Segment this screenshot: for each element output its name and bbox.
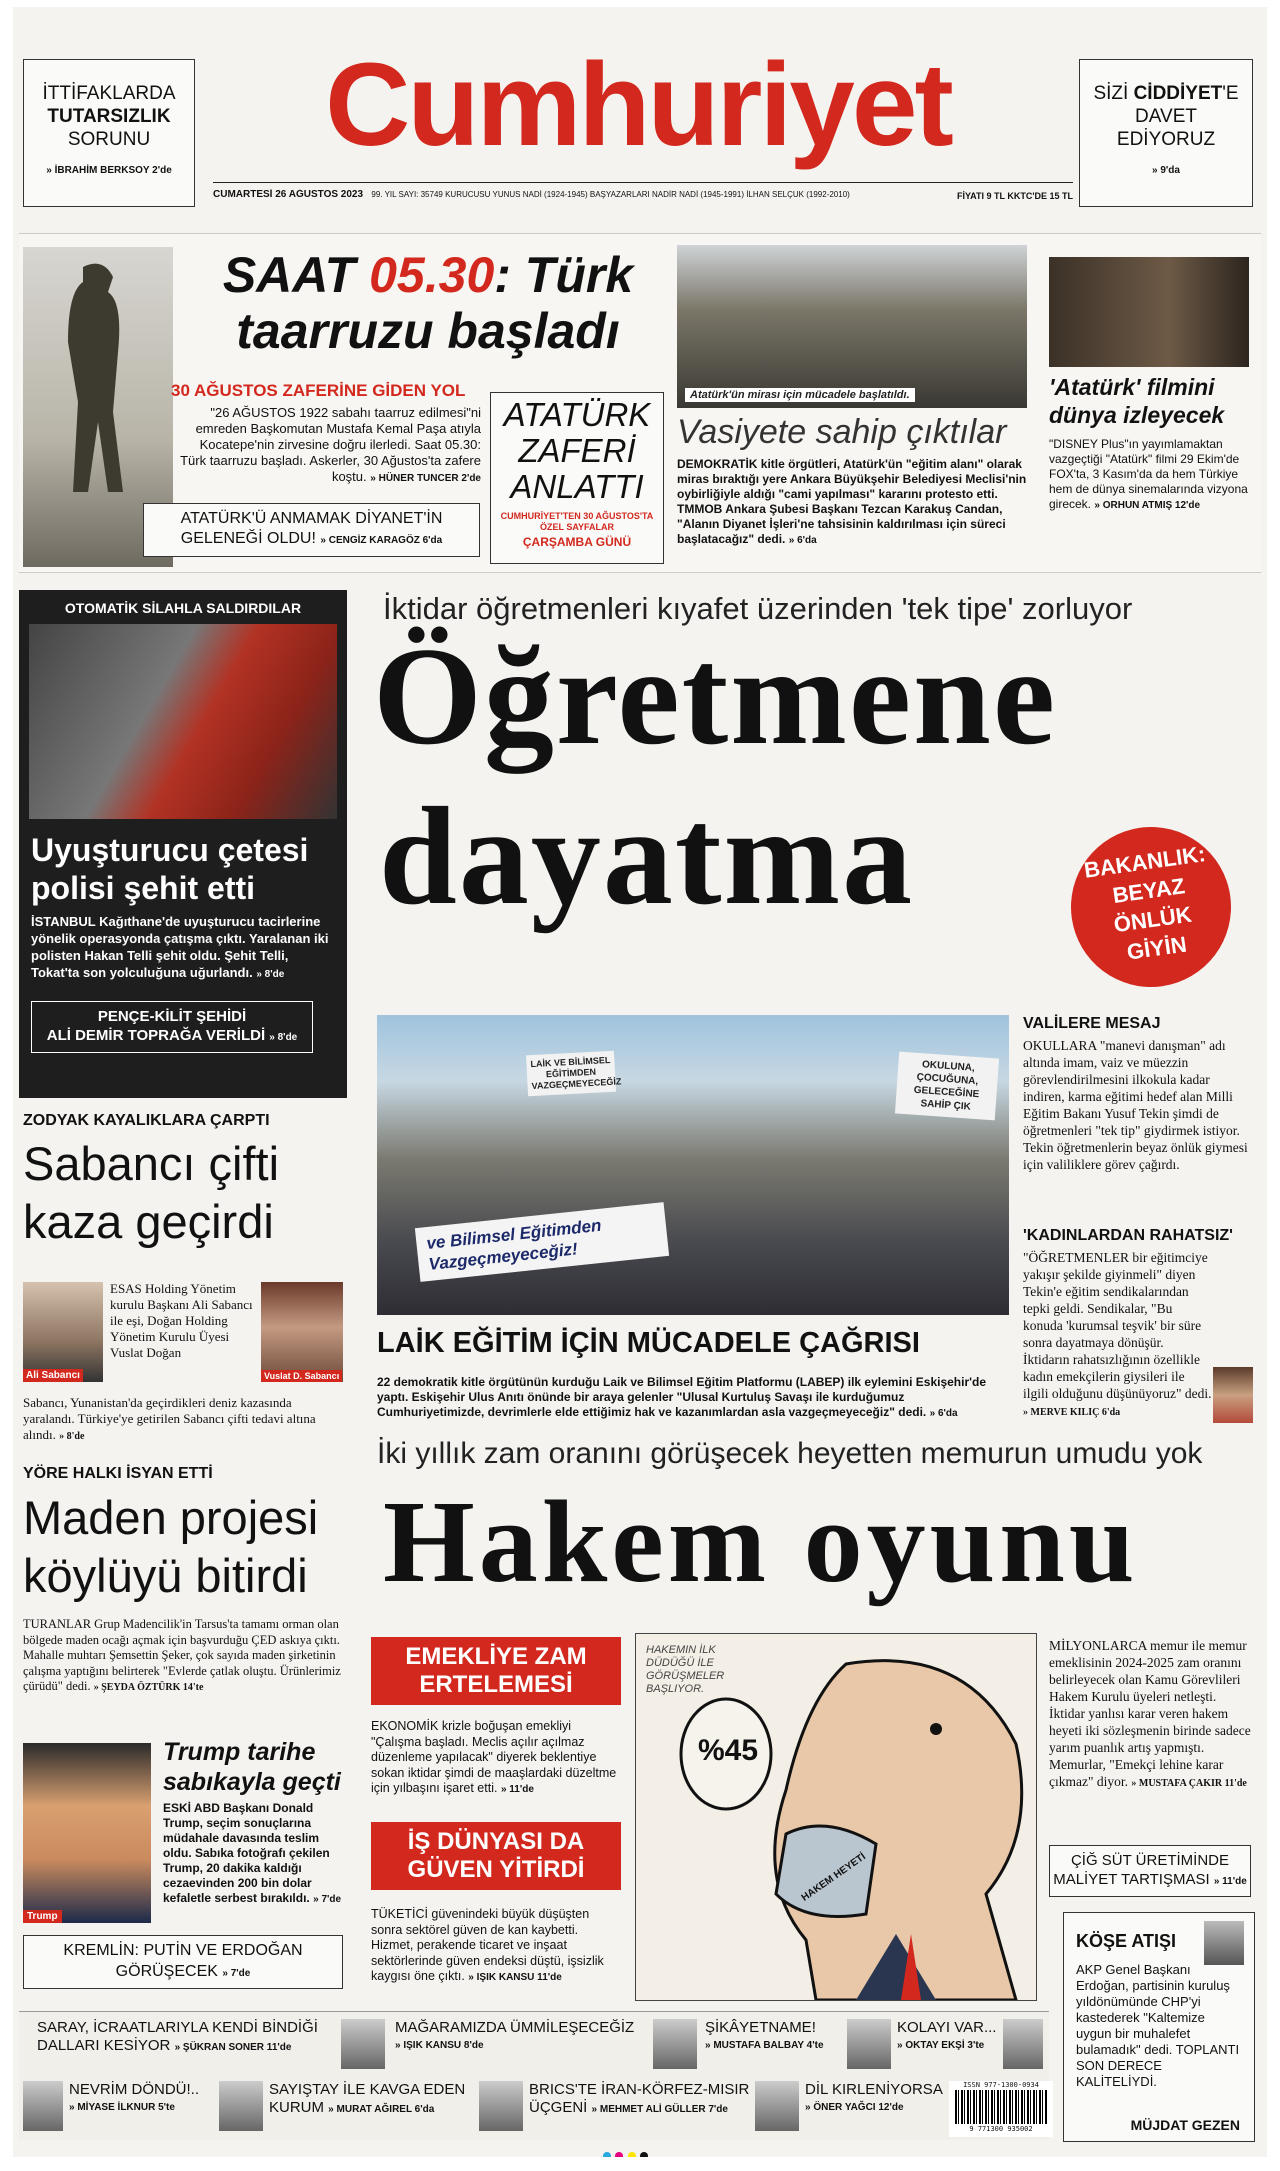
barcode-number: 9 771300 935002 (969, 2125, 1033, 2133)
sabanci-kicker: ZODYAK KAYALIKLARA ÇARPTI (23, 1112, 270, 1129)
footer-row-1 (23, 2019, 1043, 2073)
kremlin-box[interactable]: KREMLİN: PUTİN VE ERDOĞAN GÖRÜŞECEK » 7'de (23, 1935, 343, 1989)
is-dunyasi-title: İŞ DÜNYASI DA GÜVEN YİTİRDİ (371, 1822, 621, 1890)
cap-ali: Ali Sabancı (23, 1369, 83, 1382)
ali-sabanci-photo (23, 1282, 103, 1382)
footer-item-eksi[interactable]: KOLAYI VAR... » OKTAY EKŞİ 3'te (897, 2019, 997, 2051)
barcode (949, 2081, 1053, 2137)
film-still-photo (1049, 257, 1249, 367)
main-kicker: İktidar öğretmenleri kıyafet üzerinden 'tek tipe' zorluyor (383, 591, 1133, 626)
hakem-kicker: İki yıllık zam oranını görüşecek heyetten memurun umudu yok (377, 1437, 1203, 1470)
kadin-kicker: 'KADINLARDAN RAHATSIZ' (1023, 1227, 1233, 1244)
is-dunyasi-body: TÜKETİCİ güvenindeki büyük düşüşten sonra sektörel güven de kan kaybetti. Hizmet, perakende ticaret ve inşaat sektörlerinde güven endeksi düştü, işsizlik kaygısı öne çıktı. » IŞIK KANSU 11'de (371, 1907, 604, 1983)
pence-box[interactable]: PENÇE-KİLİT ŞEHİDİ ALİ DEMİR TOPRAĞA VERİLDİ » 8'de (31, 1001, 313, 1053)
trump-body: ESKİ ABD Başkanı Donald Trump, seçim sonuçlarına müdahale davasında teslim oldu. Sabıka fotoğrafı çekilen Trump, 20 dakika kaldığı cezaevinden 200 bin dolar kefaletle serbest bırakıldı. » 7'de (163, 1801, 342, 1905)
footer-photo-guller (479, 2081, 523, 2131)
labep-protest-photo (377, 1015, 1009, 1315)
vasiyet-protest-photo (677, 245, 1027, 408)
masthead-price: FİYATI 9 TL KKTC'DE 15 TL (957, 191, 1073, 201)
color-registration-dots (603, 2147, 683, 2157)
laik-title: LAİK EĞİTİM İÇİN MÜCADELE ÇAĞRISI (377, 1327, 920, 1359)
film-body: "DISNEY Plus"ın yayımlamaktan vazgeçtiği "Atatürk" filmi 29 Ekim'de FOX'ta, 3 Kasım'da da hem Türkiye hem de dünya sinemalarında vizyona girecek. » ORHUN ATMIŞ 12'de (1049, 437, 1248, 511)
cartoon-can-label: HAKEM HEYETİ (799, 1851, 868, 1904)
right-box-line3: EDİYORUZ (1116, 129, 1216, 150)
footer-row-2 (23, 2081, 1043, 2137)
vasiyet-body: DEMOKRATİK kitle örgütleri, Atatürk'ün "eğitim alanı" olarak miras bıraktığı yere Ankara Büyükşehir Belediyesi Meclisi'nin oybirliğiyle aldığı "cami yapılması" kararını protesto etti. TMMOB Ankara Şubesi Başkanı Tezcan Karakuş Candan, "Alanın Diyanet İşleri'ne tahsisinin kaldırılması için süreci başlatacağız" dedi. » 6'da (677, 457, 1027, 546)
attack-kicker: OTOMATİK SİLAHLA SALDIRDILAR (64, 600, 302, 616)
vasiyet-photo-caption: Atatürk'ün mirası için mücadele başlatıldı. (685, 388, 915, 402)
attack-title: Uyuşturucu çetesi polisi şehit etti (31, 832, 309, 906)
footer-item-yagci[interactable]: DİL KIRLENİYORSA » ÖNER YAĞCI 12'de (805, 2081, 943, 2113)
protest-sign-1: LAİK VE BİLİMSEL EĞİTİMDEN VAZGEÇMEYECEĞİZ (526, 1051, 616, 1097)
footer-photo-ilknur (23, 2081, 63, 2131)
hakem-headline: Hakem oyunu (383, 1476, 1139, 1607)
maden-title: Maden projesi köylüyü bitirdi (23, 1491, 319, 1602)
funeral-flag-photo (29, 624, 337, 819)
maden-kicker: YÖRE HALKI İSYAN ETTİ (23, 1465, 213, 1482)
sabanci-body-a: ESAS Holding Yönetim kurulu Başkanı Ali Sabancı ile eşi, Doğan Holding Yönetim Kurulu Üyesi Vuslat Doğan (110, 1281, 253, 1360)
zafer-box[interactable]: ATATÜRK ZAFERİ ANLATTI CUMHURİYET'TEN 30 AĞUSTOS'TA ÖZEL SAYFALAR ÇARŞAMBA GÜNÜ (490, 392, 664, 564)
cartoon-label: %45 (698, 1734, 759, 1767)
right-box-line2: DAVET (1135, 106, 1197, 127)
band-headline: SAAT 05.30: Türk taarruzu başladı (222, 247, 634, 359)
footer-item-kansu[interactable]: MAĞARAMIZDA ÜMMİLEŞECEĞİZ » IŞIK KANSU 8'de (395, 2019, 635, 2051)
cartoon-caption: HAKEMIN İLK DÜDÜĞÜ İLE GÖRÜŞMELER BAŞLIYOR. (646, 1644, 725, 1695)
footer-item-agirel[interactable]: SAYIŞTAY İLE KAVGA EDEN KURUM » MURAT AĞIREL 6'da (269, 2081, 466, 2116)
maden-body: TURANLAR Grup Madencilik'in Tarsus'ta tamamı orman olan bölgede maden ocağı açmak için başvurduğu ÇED askıya çıktı. Mahalle muhtarı Şemsettin Şeker, çok sayıda maden şirketinin çalışma yaptığını belirterek "Evlerde çatlak oluştu. Ürünlerimiz çürüdü" dedi. » ŞEYDA ÖZTÜRK 14'te (23, 1617, 341, 1693)
left-box-line1: İTTİFAKLARDA (42, 83, 176, 104)
trump-mugshot-photo (23, 1743, 151, 1923)
vasiyet-title: Vasiyete sahip çıktılar (677, 413, 1007, 451)
footer-photo-yagci (755, 2081, 799, 2131)
footer-photo-soner (341, 2019, 385, 2069)
right-box-line1: SİZİ CİDDİYET'E (1093, 83, 1239, 104)
masthead-left-box[interactable]: İTTİFAKLARDA TUTARSIZLIK SORUNU » İBRAHİM BERKSOY 2'de (23, 59, 195, 207)
newspaper-front-page (13, 7, 1267, 2157)
footer-item-soner[interactable]: SARAY, İCRAATLARIYLA KENDİ BİNDİĞİ DALLARI KESİYOR » ŞÜKRAN SONER 11'de (37, 2019, 318, 2054)
left-box-line3: SORUNU (67, 129, 151, 150)
footer-photo-agirel (219, 2081, 263, 2131)
vali-kicker: VALİLERE MESAJ (1023, 1015, 1161, 1032)
hakem-cartoon (635, 1633, 1037, 2001)
emekli-body: EKONOMİK krizle boğuşan emekliyi "Çalışma başladı. Meclis açılır açılmaz düzenleme yapılacak" diyerek beklentiye sokan iktidar şimdi de maaşlardaki düzeltme için yılbaşını işaret etti. » 11'de (371, 1719, 617, 1795)
memur-body: MİLYONLARCA memur ile memur emeklisinin 2024-2025 zam oranını belirleyecek olan Kamu Görevlileri Hakem Kurulu üyeleri netleşti. İktidar yanlısı karar veren hakem heyeti iki sözleşmenin birinde sadece yarım puanlık artış yapmıştı. Memurlar, "Emekçi lehine karar çıkmaz" diyor. » MUSTAFA ÇAKIR 11'de (1049, 1638, 1251, 1789)
band-body: "26 AĞUSTOS 1922 sabahı taarruz edilmesi"ni emreden Başkomutan Mustafa Kemal Paşa atıyla Kocatepe'nin zirvesine doğru ilerledi. Saat 05.30: Türk taarruzu başladı. Askerler, 30 Ağustos'ta zafere koştu. » HÜNER TUNCER 2'de (180, 405, 481, 484)
attack-dark-box (19, 590, 347, 1098)
masthead-info: 99. YIL SAYI: 35749 KURUCUSU YUNUS NADİ (1924-1945) BAŞYAZARLARI NADİR NADİ (1945-1991) İLHAN SELÇUK (1992-2010) (371, 190, 850, 199)
main-headline-1: Öğretmene (373, 619, 1058, 774)
main-headline-2: dayatma (379, 779, 915, 934)
masthead-right-box[interactable]: SİZİ CİDDİYET'E DAVET EDİYORUZ » 9'da (1079, 59, 1253, 207)
trump-cap: Trump (23, 1910, 62, 1923)
masthead-logo: Cumhuriyet (325, 39, 951, 171)
kose-author: MÜJDAT GEZEN (1130, 2117, 1240, 2133)
left-box-line2: TUTARSIZLIK (47, 106, 171, 127)
attack-body: İSTANBUL Kağıthane'de uyuşturucu tacirlerine yönelik operasyonda çatışma çıktı. Yaralanan iki polisten Hakan Telli şehit oldu. Şehit Telli, Tokat'ta son yolculuğuna uğurlandı. » 8'de (31, 914, 329, 980)
masthead-date: CUMARTESİ 26 AĞUSTOS 2023 (213, 189, 364, 200)
bakanlik-badge: BAKANLIK: BEYAZ ÖNLÜK GİYİN (1061, 817, 1242, 998)
cap-vuslat: Vuslat D. Sabancı (261, 1370, 342, 1382)
footer-photo-eksi (1003, 2019, 1043, 2069)
diyanet-box[interactable]: ATATÜRK'Ü ANMAMAK DİYANET'İN GELENEĞİ OLDU! » CENGİZ KARAGÖZ 6'da (143, 503, 480, 557)
merve-kilic-photo (1213, 1367, 1253, 1423)
kose-avatar (1204, 1921, 1244, 1965)
barcode-bars-icon (955, 2090, 1047, 2124)
cig-sut-box[interactable]: ÇİĞ SÜT ÜRETİMİNDE MALİYET TARTIŞMASI » 11'de (1049, 1845, 1251, 1897)
vali-body: OKULLARA "manevi danışman" adı altında imam, vaiz ve müezzin görevlendirilmesini ilkokula kadar indiren, karma eğitimi hedef alan Milli Eğitim Bakanı Yusuf Tekin şimdi de öğretmenleri "tek tip" giydirmek istiyor. Tekin öğretmenlerin beyaz önlük giymesi için valiliklere görev çağırdı. (1023, 1038, 1248, 1172)
protest-banner: ve Bilimsel Eğitimden Vazgeçmeyeceğiz! (415, 1202, 669, 1282)
kose-title: KÖŞE ATIŞI (1076, 1931, 1177, 1951)
band-kicker: 30 AĞUSTOS ZAFERİNE GİDEN YOL (171, 381, 466, 400)
masthead-info-line (213, 189, 1073, 200)
masthead-rule (213, 182, 1073, 183)
protest-sign-2: OKULUNA, ÇOCUĞUNA, GELECEĞİNE SAHİP ÇIK (895, 1052, 999, 1121)
right-box-ref: 9'da (1160, 165, 1180, 176)
trump-title: Trump tarihe sabıkayla geçti (163, 1738, 341, 1796)
sabanci-body-b: Sabancı, Yunanistan'da geçirdikleri deniz kazasında yaralandı. Türkiye'ye getirilen Sabancı çifti tedavi altına alındı. » 8'de (23, 1395, 316, 1442)
kose-atisi-box[interactable] (1063, 1912, 1255, 2142)
footer-item-balbay[interactable]: ŞİKÂYETNAME! » MUSTAFA BALBAY 4'te (705, 2019, 824, 2051)
footer-item-guller[interactable]: BRICS'TE İRAN-KÖRFEZ-MISIR ÜÇGENİ » MEHMET ALİ GÜLLER 7'de (529, 2081, 750, 2116)
issn-text: ISSN 977-1300-0934 (963, 2081, 1039, 2089)
kose-body: AKP Genel Başkanı Erdoğan, partisinin kuruluş yıldönümünde CHP'yi kastederek "Kaltemize uygun bir muhalefet bulamadık" dedi. TOPLANTI SON DERECE KALİTELİYDİ. (1076, 1962, 1240, 2089)
laik-body: 22 demokratik kitle örgütünün kurduğu Laik ve Bilimsel Eğitim Platformu (LABEP) ilk eylemini Eskişehir'de yaptı. Eskişehir Ulus Anıtı önünde bir araya gelenler "Ulusal Kurtuluş Savaşı ile kurduğumuz Cumhuriyetimizde, devrimlerle elde ettiğimiz hak ve kazanımlardan asla vazgeçmeyeceğiz" dedi. » 6'da (377, 1375, 986, 1419)
emekli-title: EMEKLİYE ZAM ERTELEMESİ (371, 1637, 621, 1705)
sabanci-title: Sabancı çifti kaza geçirdi (23, 1137, 280, 1248)
footer-photo-balbay (847, 2019, 891, 2069)
film-title: 'Atatürk' filmini dünya izleyecek (1049, 374, 1225, 428)
footer-photo-kansu (653, 2019, 697, 2069)
footer-item-ilknur[interactable]: NEVRİM DÖNDÜ!.. » MİYASE İLKNUR 5'te (69, 2081, 200, 2113)
left-box-ref: İBRAHİM BERKSOY 2'de (54, 165, 172, 176)
kadin-body: "ÖĞRETMENLER bir eğitimciye yakışır şekilde giyinmeli" diyen Tekin'e eğitim sendikalarından tepki geldi. Sendikalar, "Bu konuda 'kurumsal teşvik' bir süre sonra dayatmaya dönüşür. İktidarın rahatsızlığının özellikle kadın emekçilerin giysileri ile ilgili olduğunu düşünüyoruz" dedi. » MERVE KILIÇ 6'da (1023, 1250, 1212, 1418)
vuslat-sabanci-photo (261, 1282, 343, 1382)
